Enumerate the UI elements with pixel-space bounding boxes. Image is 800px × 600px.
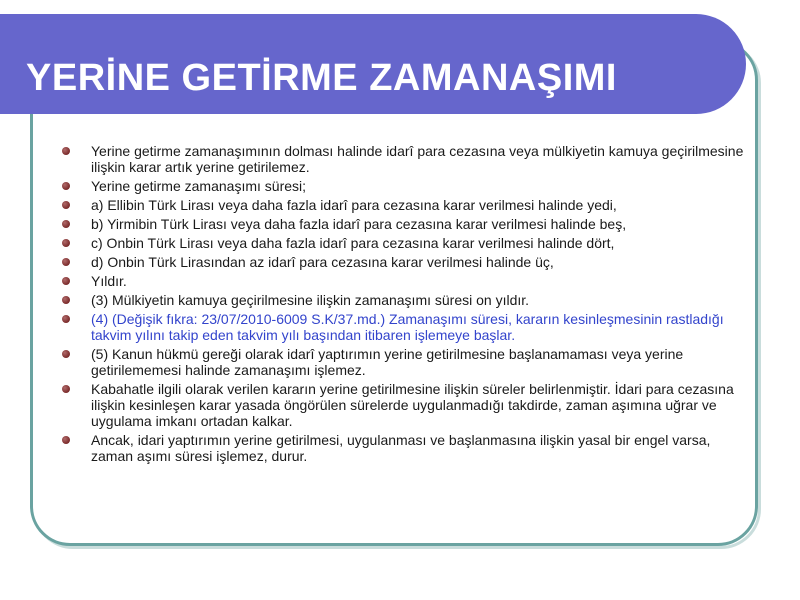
bullet-text: (3) Mülkiyetin kamuya geçirilmesine ilişkin zamanaşımı süresi on yıldır. — [91, 292, 530, 308]
bullet-icon — [62, 147, 70, 155]
bullet-icon — [62, 239, 70, 247]
bullet-text: b) Yirmibin Türk Lirası veya daha fazla idarî para cezasına karar verilmesi halinde beş, — [91, 216, 627, 232]
bullet-item — [58, 273, 748, 289]
bullet-icon — [62, 201, 70, 209]
bullet-icon — [62, 277, 70, 285]
bullet-text: Ancak, idari yaptırımın yerine getirilmesi, uygulanması ve başlanmasına ilişkin yasal bir engel varsa, zaman aşımı süresi işlemez, durur. — [91, 432, 711, 464]
bullet-icon — [62, 296, 70, 304]
bullet-item — [58, 197, 748, 213]
bullet-list-container — [58, 143, 748, 467]
bullet-item — [58, 178, 748, 194]
bullet-icon — [62, 258, 70, 266]
bullet-text: d) Onbin Türk Lirasından az idarî para cezasına karar verilmesi halinde üç, — [91, 254, 554, 270]
bullet-text: (4) (Değişik fıkra: 23/07/2010-6009 S.K/37.md.) Zamanaşımı süresi, kararın kesinleşmesinin rastladığı takvim yılını takip eden takvim yılı başından itibaren işlemeye başlar. — [91, 311, 724, 343]
bullet-icon — [62, 182, 70, 190]
bullet-icon — [62, 385, 70, 393]
bullet-icon — [62, 315, 70, 323]
bullet-item-highlighted — [58, 311, 748, 343]
title-bar — [0, 14, 746, 114]
bullet-text: (5) Kanun hükmü gereği olarak idarî yaptırımın yerine getirilmesine başlanamaması veya yerine getirilememesi halinde zamanaşımı işlemez. — [91, 346, 684, 378]
bullet-text: Kabahatle ilgili olarak verilen kararın yerine getirilmesine ilişkin süreler belirlenmiştir. İdari para cezasına ilişkin kesinleşen karar yasada öngörülen sürelerde uygulanmadığı takdirde, zaman aşımına uğrar ve uygulama imkanı ortadan kalkar. — [91, 381, 734, 429]
bullet-list — [58, 143, 748, 464]
bullet-item — [58, 216, 748, 232]
bullet-text: Yerine getirme zamanaşımının dolması halinde idarî para cezasına veya mülkiyetin kamuya geçirilmesine ilişkin karar artık yerine getirilemez. — [91, 143, 744, 175]
bullet-icon — [62, 436, 70, 444]
title-underline — [34, 118, 710, 120]
slide-title: YERİNE GETİRME ZAMANAŞIMI — [26, 57, 617, 99]
bullet-icon — [62, 350, 70, 358]
bullet-item — [58, 432, 748, 464]
bullet-item — [58, 292, 748, 308]
bullet-icon — [62, 220, 70, 228]
bullet-text: a) Ellibin Türk Lirası veya daha fazla idarî para cezasına karar verilmesi halinde yedi, — [91, 197, 617, 213]
bullet-item — [58, 346, 748, 378]
bullet-item — [58, 254, 748, 270]
bullet-item — [58, 235, 748, 251]
bullet-item — [58, 143, 748, 175]
bullet-item — [58, 381, 748, 429]
bullet-text: Yerine getirme zamanaşımı süresi; — [91, 178, 307, 194]
bullet-text: c) Onbin Türk Lirası veya daha fazla idarî para cezasına karar verilmesi halinde dört, — [91, 235, 615, 251]
bullet-text: Yıldır. — [91, 273, 127, 289]
